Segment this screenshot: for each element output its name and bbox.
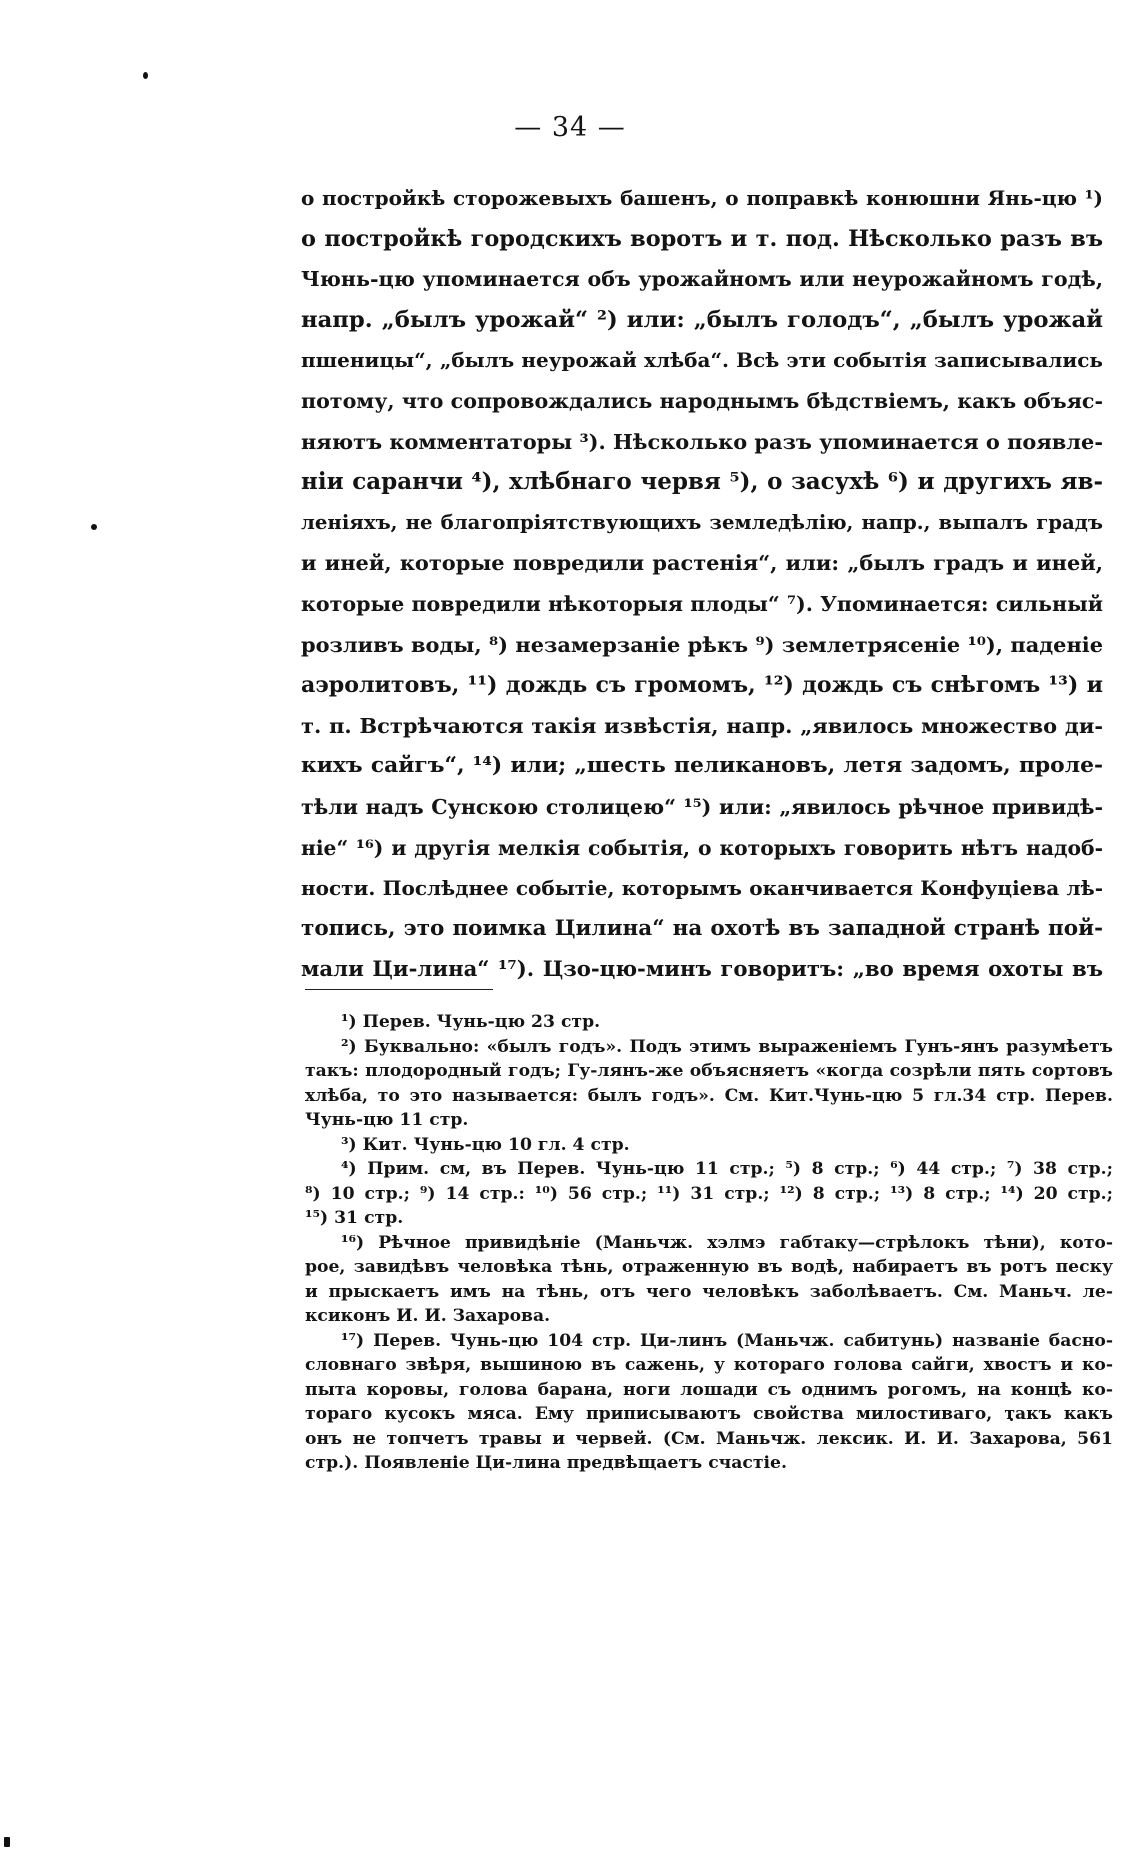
footnote-line: хлѣба, то это называется: былъ годъ». См. Кит.Чунь-цю 5 гл.34 стр. Перев. — [305, 1085, 1113, 1106]
ink-speck — [91, 524, 97, 530]
footnote-line: такъ: плодородный годъ; Гу-лянъ-же объясняетъ «когда созрѣли пять сортовъ — [305, 1061, 1113, 1081]
body-line: кихъ сайгъ“, ¹⁴) или; „шесть пеликановъ, летя задомъ, проле- — [301, 753, 1103, 779]
page-number: — 34 — — [514, 112, 626, 143]
footnote-line: и прыскаетъ имъ на тѣнь, отъ чего человѣкъ заболѣваетъ. См. Маньч. ле- — [305, 1281, 1113, 1302]
body-line: и иней, которые повредили растенія“, или: „былъ градъ и иней, — [301, 550, 1103, 576]
footnote-2 — [305, 1035, 1113, 1133]
footnote-line: ³) Кит. Чунь-цю 10 гл. 4 стр. — [341, 1134, 630, 1155]
footnote-line: ¹⁵) 31 стр. — [305, 1208, 404, 1228]
body-line: мали Ци-лина“ ¹⁷). Цзо-цю-минъ говоритъ: „во время охоты въ — [301, 956, 1103, 982]
footnote-3 — [305, 1133, 1113, 1158]
body-line: тѣли надъ Сунскою столицею“ ¹⁵) или: „явилось рѣчное привидѣ- — [301, 794, 1103, 819]
body-line: ніе“ ¹⁶) и другія мелкія событія, о которыхъ говорить нѣтъ надоб- — [301, 835, 1103, 860]
body-line: няютъ комментаторы ³). Нѣсколько разъ упоминается о появле- — [301, 428, 1103, 454]
footnote-line: Чунь-цю 11 стр. — [305, 1110, 469, 1130]
body-line: которые повредили нѣкоторыя плоды“ ⁷). Упоминается: сильный — [301, 591, 1103, 616]
body-line: потому, что сопровождались народнымъ бѣдствіемъ, какъ объяс- — [301, 388, 1103, 413]
footnote-line: тораго кусокъ мяса. Ему приписываютъ свойства милостиваго, такъ какъ — [305, 1404, 1113, 1424]
footnote-divider — [305, 989, 493, 990]
body-line: т. п. Встрѣчаются такія извѣстія, напр. „явилось множество ди- — [301, 712, 1103, 738]
footnote-line: стр.). Появленіе Ци-лина предвѣщаетъ счастіе. — [305, 1453, 787, 1473]
footnote-line: пыта коровы, голова барана, ноги лошади съ однимъ рогомъ, на концѣ ко- — [305, 1379, 1113, 1400]
body-text — [301, 178, 1103, 990]
footnotes — [305, 1010, 1113, 1476]
body-line: ности. Послѣднее событіе, которымъ оканчивается Конфуціева лѣ- — [301, 876, 1103, 901]
footnote-line: ксиконъ И. И. Захарова. — [305, 1306, 551, 1326]
body-line: леніяхъ, не благопріятствующихъ земледѣлію, напр., выпалъ градъ — [301, 510, 1103, 534]
ink-speck — [4, 1837, 10, 1847]
footnote-line: ¹) Перев. Чунь-цю 23 стр. — [341, 1012, 601, 1032]
footnote-line: словнаго звѣря, вышиною въ сажень, у котораго голова сайги, хвостъ и ко- — [305, 1355, 1113, 1375]
body-line: аэролитовъ, ¹¹) дождь съ громомъ, ¹²) дождь съ снѣгомъ ¹³) и — [301, 672, 1103, 699]
footnote-16 — [305, 1231, 1113, 1329]
footnote-line: онъ не топчетъ травы и червей. (См. Маньчж. лексик. И. И. Захарова, 561 — [305, 1428, 1113, 1449]
footnote-4 — [305, 1157, 1113, 1231]
body-line: ніи саранчи ⁴), хлѣбнаго червя ⁵), о засухѣ ⁶) и другихъ яв- — [301, 468, 1103, 496]
body-line: топись, это поимка Цилина“ на охотѣ въ западной странѣ пой- — [301, 915, 1103, 941]
footnote-line: ¹⁷) Перев. Чунь-цю 104 стр. Ци-линъ (Маньчж. сабитунь) названіе басно- — [341, 1330, 1113, 1351]
body-line: о постройкѣ сторожевыхъ башенъ, о поправкѣ конюшни Янь-цю ¹) — [301, 186, 1103, 210]
body-line: о постройкѣ городскихъ воротъ и т. под. Нѣсколько разъ въ — [301, 225, 1103, 252]
footnote-17 — [305, 1329, 1113, 1476]
footnote-1 — [305, 1010, 1113, 1035]
body-line: розливъ воды, ⁸) незамерзаніе рѣкъ ⁹) землетрясеніе ¹⁰), паденіе — [301, 631, 1103, 657]
footnote-line: рое, завидѣвъ человѣка тѣнь, отраженную въ водѣ, набираетъ въ ротъ песку — [305, 1257, 1113, 1277]
footnote-line: ²) Буквально: «былъ годъ». Подъ этимъ выраженіемъ Гунъ-янъ разумѣетъ — [341, 1036, 1113, 1057]
footnote-line: ⁸) 10 стр.; ⁹) 14 стр.: ¹⁰) 56 стр.; ¹¹) 31 стр.; ¹²) 8 стр.; ¹³) 8 стр.; ¹⁴) 20 стр.; — [305, 1183, 1113, 1204]
footnote-line: ⁴) Прим. см, въ Перев. Чунь-цю 11 стр.; ⁵) 8 стр.; ⁶) 44 стр.; ⁷) 38 стр.; — [341, 1159, 1113, 1179]
body-line: Чюнь-цю упоминается объ урожайномъ или неурожайномъ годѣ, — [301, 267, 1103, 292]
footnote-line: ¹⁶) Рѣчное привидѣніе (Маньчж. хэлмэ габтаку—стрѣлокъ тѣни), кото- — [341, 1232, 1113, 1253]
body-line: пшеницы“, „былъ неурожай хлѣба“. Всѣ эти событія записывались — [301, 348, 1103, 373]
body-line: напр. „былъ урожай“ ²) или: „былъ голодъ“, „былъ урожай — [301, 306, 1103, 333]
ink-speck — [143, 72, 148, 79]
